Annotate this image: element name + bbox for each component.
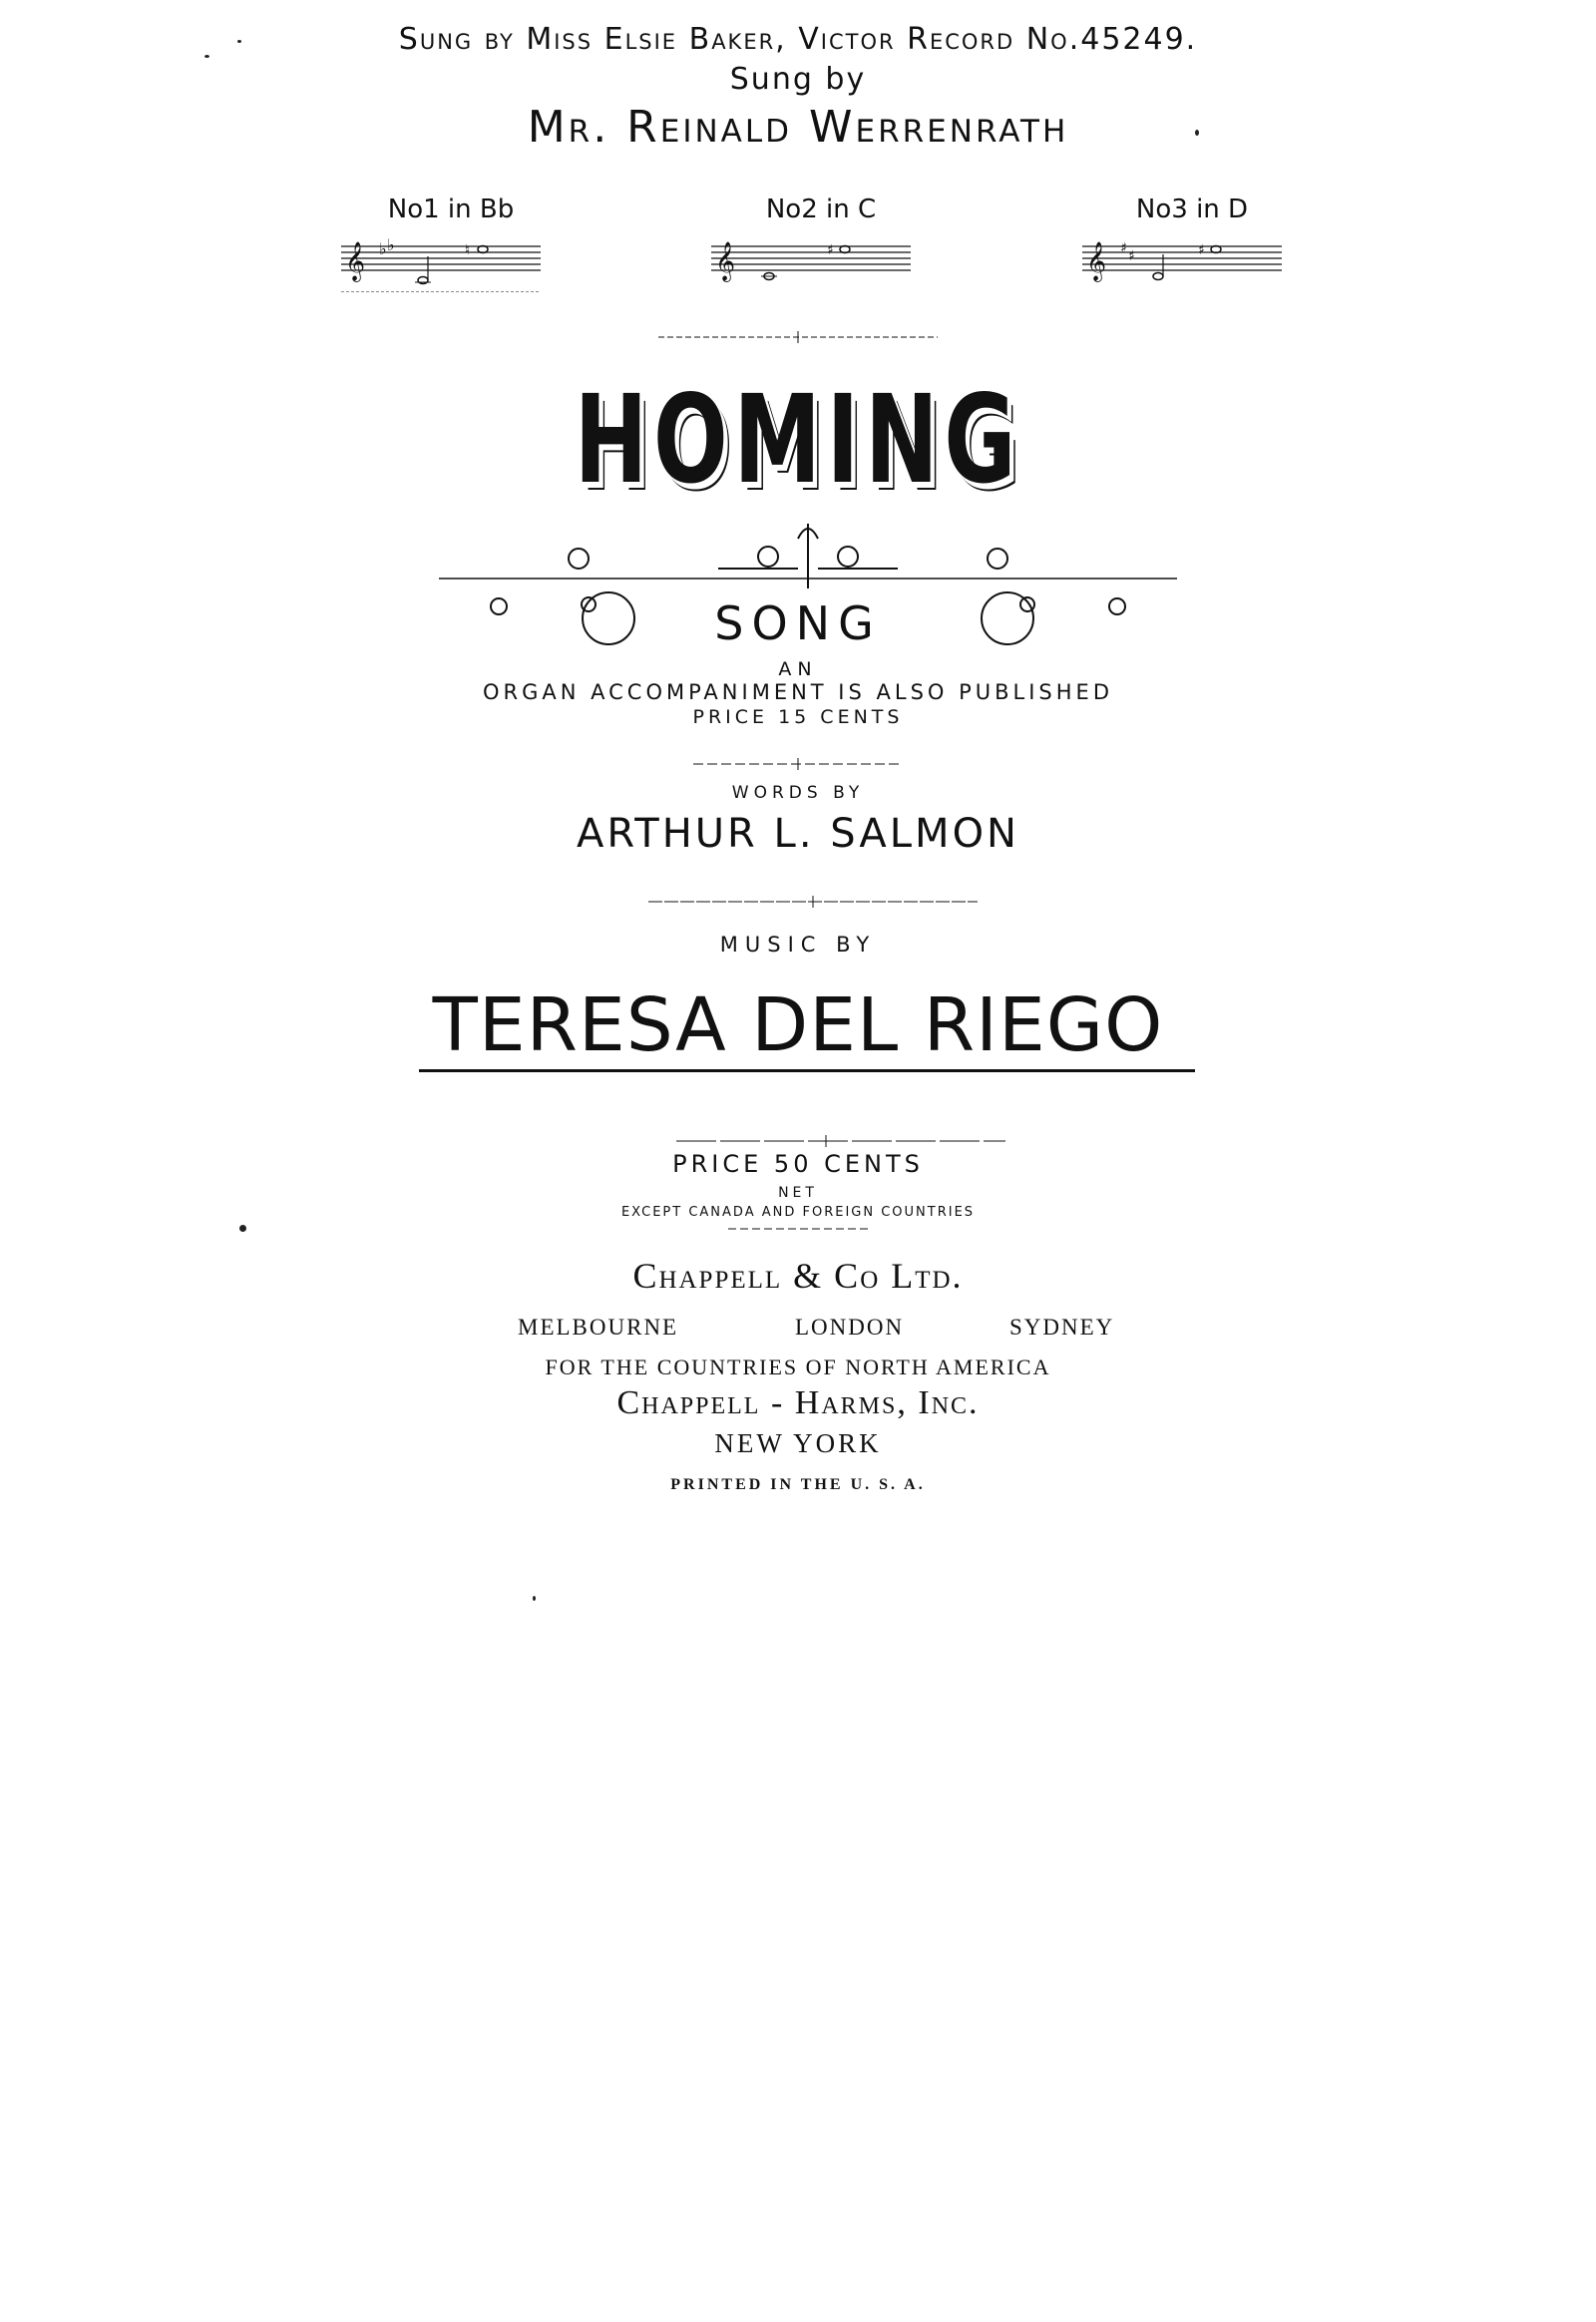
key-options — [0, 194, 1596, 314]
printed-note: PRINTED IN THE U. S. A. — [670, 1476, 926, 1493]
song-title: HOMING — [574, 369, 1022, 511]
price-net: NET — [778, 1185, 818, 1201]
publisher-name: Chappell & Co Ltd. — [632, 1256, 964, 1296]
scan-speck — [204, 55, 209, 58]
north-america-note: FOR THE COUNTRIES OF NORTH AMERICA — [545, 1354, 1051, 1379]
key-label: No2 in C — [765, 194, 877, 224]
svg-text:♭: ♭ — [379, 239, 387, 258]
city-london: LONDON — [795, 1315, 905, 1340]
svg-text:𝄞: 𝄞 — [715, 241, 736, 281]
song-subtitle: SONG — [714, 596, 882, 650]
price-label: PRICE 50 CENTS — [672, 1150, 924, 1178]
music-by-label: MUSIC BY — [719, 933, 877, 957]
north-america-city: NEW YORK — [714, 1428, 882, 1458]
key-label: No1 in Bb — [387, 194, 515, 224]
scan-speck — [1195, 130, 1199, 136]
scan-speck — [239, 1225, 246, 1232]
staff-icon — [1082, 232, 1282, 292]
city-melbourne: MELBOURNE — [518, 1315, 679, 1340]
organ-note-text: ORGAN ACCOMPANIMENT IS ALSO PUBLISHED — [483, 680, 1113, 704]
svg-text:♯: ♯ — [1128, 248, 1135, 264]
performer-credit-line: Sung by Miss Elsie Baker, Victor Record No.45249. — [398, 22, 1198, 57]
svg-text:𝄞: 𝄞 — [1086, 241, 1107, 281]
divider-rule — [658, 331, 938, 343]
words-by-label: WORDS BY — [731, 783, 865, 803]
lyricist-name: ARTHUR L. SALMON — [577, 811, 1019, 857]
composer-underline — [419, 1069, 1195, 1072]
divider-rule — [728, 1225, 868, 1233]
divider-rule — [648, 896, 978, 908]
scan-speck — [533, 1596, 536, 1601]
organ-note-an: AN — [778, 658, 818, 680]
divider-rule — [676, 1135, 1005, 1147]
divider-rule — [693, 758, 903, 770]
city-sydney: SYDNEY — [1009, 1315, 1115, 1340]
north-america-publisher: Chappell - Harms, Inc. — [616, 1384, 980, 1421]
staff-icon — [341, 232, 541, 292]
svg-text:♯: ♯ — [827, 242, 834, 258]
svg-text:𝄞: 𝄞 — [345, 241, 366, 281]
performer-name: Mr. Reinald Werrenrath — [527, 102, 1069, 153]
price-exception: EXCEPT CANADA AND FOREIGN COUNTRIES — [620, 1205, 976, 1220]
svg-text:♭: ♭ — [387, 235, 395, 254]
key-option-2 — [711, 194, 931, 292]
key-label: No3 in D — [1135, 194, 1249, 224]
organ-note-price: PRICE 15 CENTS — [692, 706, 904, 728]
svg-text:♯: ♯ — [1198, 242, 1205, 258]
composer-name: TERESA DEL RIEGO — [432, 982, 1164, 1068]
staff-icon — [711, 232, 911, 292]
scan-speck — [237, 40, 241, 43]
key-option-1 — [341, 194, 561, 292]
key-option-3 — [1082, 194, 1302, 292]
svg-text:♮: ♮ — [465, 242, 471, 258]
svg-text:♯: ♯ — [1120, 240, 1127, 256]
sung-by-label: Sung by — [729, 62, 867, 97]
